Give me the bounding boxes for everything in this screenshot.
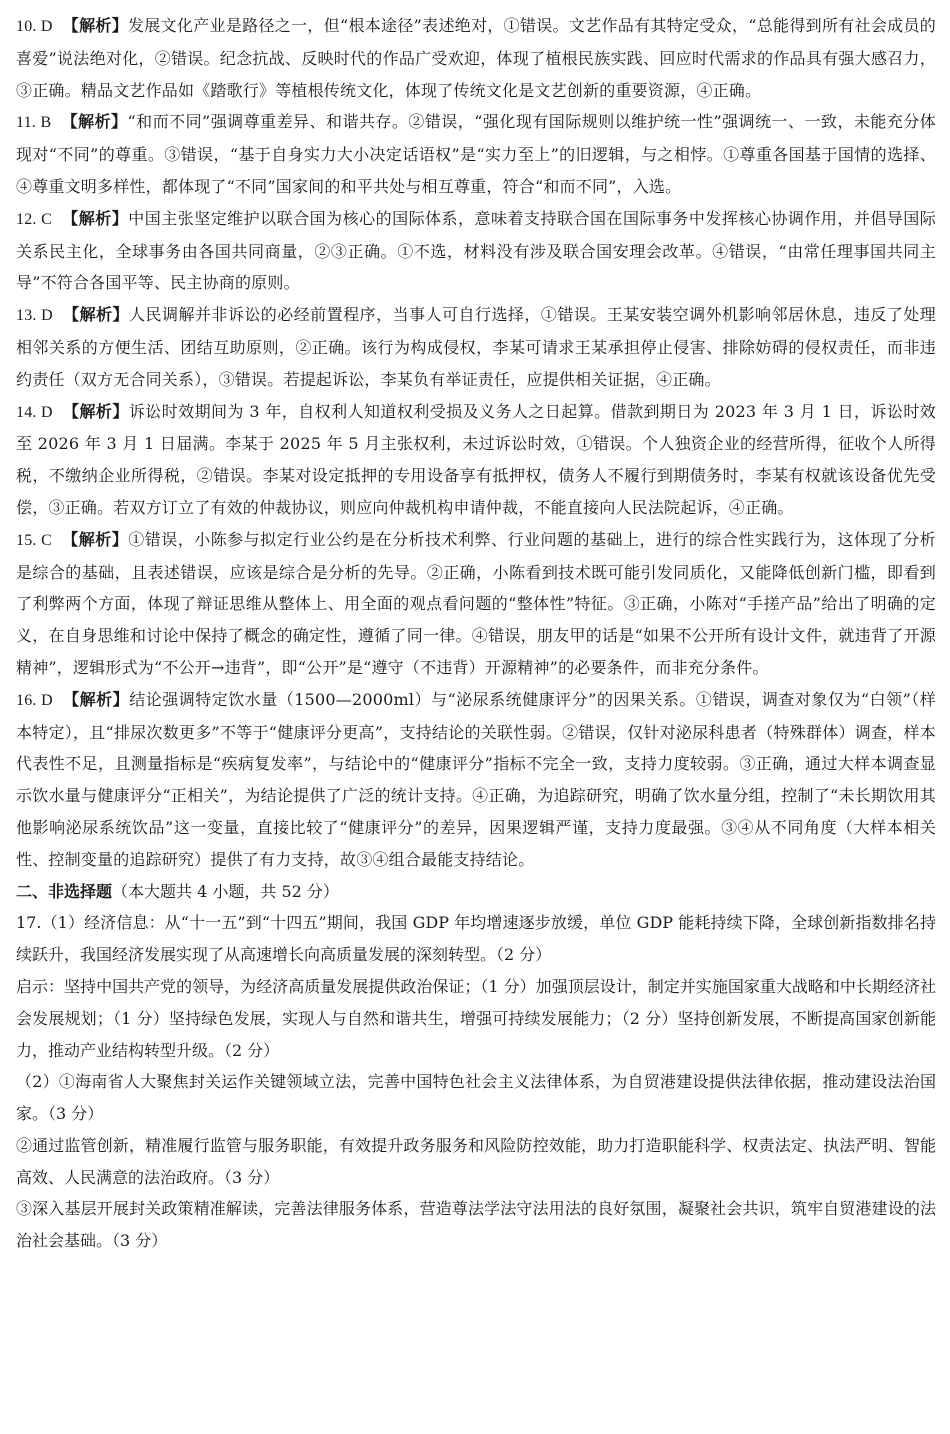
section-title: 二、非选择题: [16, 881, 113, 901]
analysis-text: 诉讼时效期间为 3 年，自权利人知道权利受损及义务人之日起算。借款到期日为 2023 年 3 月 1 日，诉讼时效至 2026 年 3 月 1 日届满。李某于 2025 年 5 月主张权利，未过诉讼时效，①错误。个人独资企业的经营所得，征收个人所得税，不缴纳企业所得税，②错误。李某对设定抵押的专用设备享有抵押权，债务人不履行到期债务时，李某有权就该设备优先受偿，③正确。若双方订立了有效的仲裁协议，则应向仲裁机构申请仲裁，不能直接向人民法院起诉，④正确。: [16, 401, 936, 517]
item-number: 10. D: [16, 18, 53, 35]
analysis-text: ①错误，小陈参与拟定行业公约是在分析技术利弊、行业问题的基础上，进行的综合性实践行为，这体现了分析是综合的基础，且表述错误，应该是综合是分析的先导。②正确，小陈看到技术既可能引发同质化，又能降低创新门槛，即看到了利弊两个方面，体现了辩证思维从整体上、用全面的观点看问题的“整体性”特征。③正确，小陈对“手搓产品”给出了明确的定义，在自身思维和讨论中保持了概念的确定性，遵循了同一律。④错误，朋友甲的话是“如果不公开所有设计文件，就违背了开源精神”，逻辑形式为“不公开→违背”，即“公开”是“遵守（不违背）开源精神”的必要条件，而非充分条件。: [16, 529, 936, 677]
analysis-tag: 【解析】: [61, 112, 128, 132]
item-number: 15. C: [16, 531, 52, 549]
analysis-tag: 【解析】: [62, 689, 130, 709]
q17-part2-1: （2）①海南省人大聚焦封关运作关键领域立法，完善中国特色社会主义法律体系，为自贸港建设提供法律依据，推动建设法治国家。（3 分）: [16, 1072, 936, 1124]
analysis-text: 发展文化产业是路径之一，但“根本途径”表述绝对，①错误。文艺作品有其特定受众，“总能得到所有社会成员的喜爱”说法绝对化，②错误。纪念抗战、反映时代的作品广受欢迎，体现了植根民族实践、回应时代需求的作品具有强大感召力，③正确。精品文艺作品如《踏歌行》等植根传统文化，体现了传统文化是文艺创新的重要资源，④正确。: [16, 16, 936, 100]
answer-item-13: [16, 299, 936, 395]
answer-item-12: [16, 203, 936, 299]
analysis-text: 结论强调特定饮水量（1500—2000ml）与“泌尿系统健康评分”的因果关系。①错误，调查对象仅为“白领”（样本特定），且“排尿次数更多”不等于“健康评分更高”，支持结论的关联性弱。②错误，仅针对泌尿科患者（特殊群体）调查，样本代表性不足，且测量指标是“疾病复发率”，与结论中的“健康评分”指标不完全一致，支持力度较弱。③正确，通过大样本调查显示饮水量与健康评分“正相关”，为结论提供了广泛的统计支持。④正确，为追踪研究，明确了饮水量分组，控制了“未长期饮用其他影响泌尿系统饮品”这一变量，直接比较了“健康评分”的差异，因果逻辑严谨，支持力度最强。③④从不同角度（大样本相关性、控制变量的追踪研究）提供了有力支持，故③④组合最能支持结论。: [16, 689, 936, 869]
item-number: 12. C: [16, 210, 52, 228]
q17-part2-3: ③深入基层开展封关政策精准解读，完善法律服务体系，营造尊法学法守法用法的良好氛围，凝聚社会共识，筑牢自贸港建设的法治社会基础。（3 分）: [16, 1199, 936, 1251]
analysis-text: 中国主张坚定维护以联合国为核心的国际体系，意味着支持联合国在国际事务中发挥核心协调作用，并倡导国际关系民主化，全球事务由各国共同商量，②③正确。①不选，材料没有涉及联合国安理会改革。④错误，“由常任理事国共同主导”不符合各国平等、民主协商的原则。: [16, 208, 936, 293]
analysis-text: 人民调解并非诉讼的必经前置程序，当事人可自行选择，①错误。王某安装空调外机影响邻居休息，违反了处理相邻关系的方便生活、团结互助原则，②正确。该行为构成侵权，李某可请求王某承担停止侵害、排除妨碍的侵权责任，而非违约责任（双方无合同关系），③错误。若提起诉讼，李某负有举证责任，应提供相关证据，④正确。: [16, 305, 936, 389]
analysis-tag: 【解析】: [62, 401, 129, 421]
analysis-tag: 【解析】: [61, 529, 129, 549]
answer-item-16: [16, 684, 936, 876]
item-number: 16. D: [16, 691, 53, 709]
answer-item-11: [16, 106, 936, 202]
analysis-tag: 【解析】: [62, 305, 130, 325]
analysis-tag: 【解析】: [61, 208, 129, 228]
section-heading: [16, 876, 936, 908]
q17-inspiration: 启示：坚持中国共产党的领导，为经济高质量发展提供政治保证；（1 分）加强顶层设计，制定并实施国家重大战略和中长期经济社会发展规划；（1 分）坚持绿色发展，实现人与自然和谐共生，增强可持续发展能力；（2 分）坚持创新发展，不断提高国家创新能力，推动产业结构转型升级。（2 分）: [16, 976, 936, 1060]
analysis-tag: 【解析】: [62, 16, 128, 35]
analysis-text: “和而不同”强调尊重差异、和谐共存。②错误，“强化现有国际规则以维护统一性”强调统一、一致，未能充分体现对“不同”的尊重。③错误，“基于自身实力大小决定话语权”是“实力至上”的旧逻辑，与之相悖。①尊重各国基于国情的选择、④尊重文明多样性，都体现了“不同”国家间的和平共处与相互尊重，符合“和而不同”，入选。: [16, 112, 936, 196]
answer-item-14: [16, 396, 936, 524]
q17-number: 17.: [16, 913, 42, 933]
item-number: 14. D: [16, 403, 53, 421]
item-number: 13. D: [16, 307, 53, 325]
answer-item-15: [16, 524, 936, 684]
q17-part2-2: ②通过监管创新，精准履行监管与服务职能，有效提升政务服务和风险防控效能，助力打造职能科学、权责法定、执法严明、智能高效、人民满意的法治政府。（3 分）: [16, 1135, 936, 1187]
q17-part1: [16, 907, 936, 971]
answer-item-10: [16, 10, 936, 106]
section-note: （本大题共 4 小题，共 52 分）: [112, 881, 339, 901]
item-number: 11. B: [16, 114, 52, 132]
q17-part1-text: （1）经济信息：从“十一五”到“十四五”期间，我国 GDP 年均增速逐步放缓，单位 GDP 能耗持续下降，全球创新指数排名持续跃升，我国经济发展实现了从高速增长向高质量发展的深刻转型。（2 分）: [16, 913, 936, 965]
